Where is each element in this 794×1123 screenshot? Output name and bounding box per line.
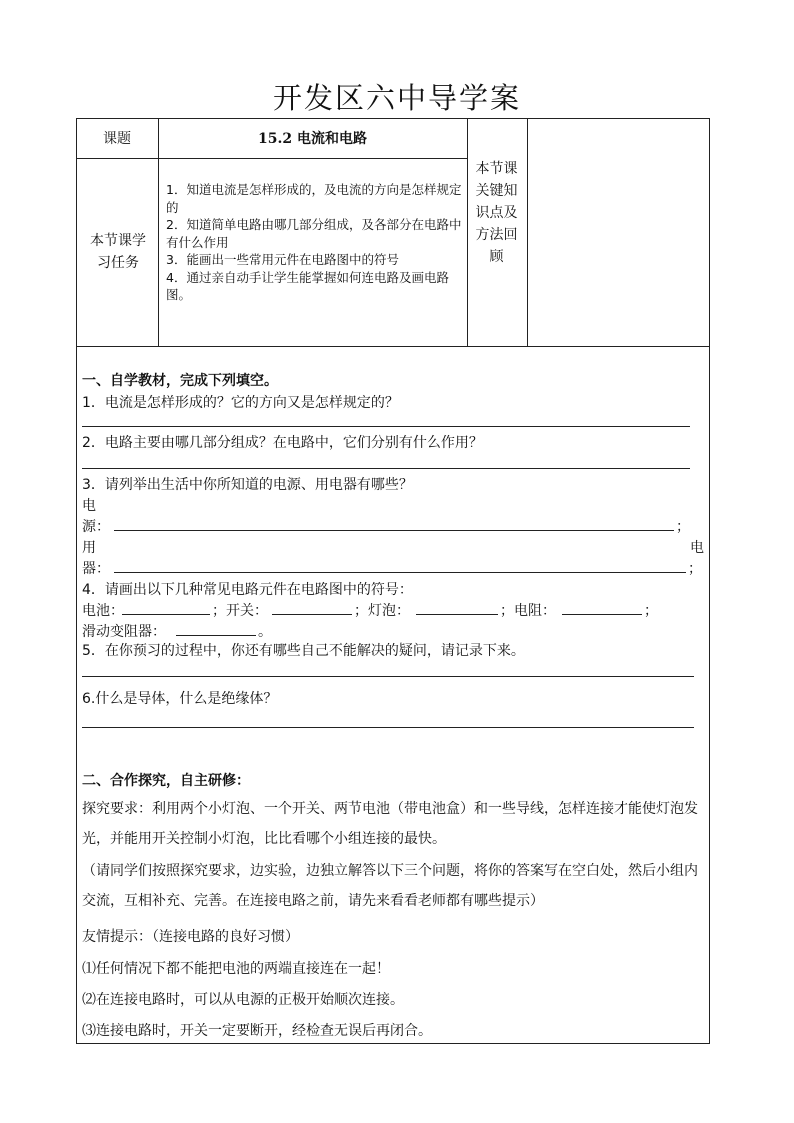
question-2: 2．电路主要由哪几部分组成？在电路中，它们分别有什么作用？ [82,435,483,451]
answer-line[interactable] [82,468,690,469]
battery-blank[interactable] [122,614,210,615]
answer-line[interactable] [82,426,690,427]
page-title: 开发区六中导学案 [272,81,521,115]
resistor-label: ；电阻： [500,603,556,619]
power-label-1: 电 [82,498,96,514]
semicolon: ； [676,519,690,535]
grid-line [467,118,468,346]
switch-label: ；开关： [212,603,268,619]
tip-item-1: ⑴任何情况下都不能把电池的两端直接连在一起！ [82,961,390,977]
period: 。 [258,624,272,640]
question-5: 5．在你预习的过程中，你还有哪些自己不能解决的疑问，请记录下来。 [82,643,525,659]
power-source-line[interactable] [114,530,674,531]
exploration-requirement: 探究要求：利用两个小灯泡、一个开关、两节电池（带电池盒）和一些导线，怎样连接才能使灯泡发光，并能用开关控制小灯泡，比比看哪个小组连接的最快。 [82,801,698,847]
tips-heading: 友情提示：（连接电路的良好习惯） [82,929,299,945]
knowledge-review-area[interactable] [528,119,709,345]
task-list [166,181,462,304]
question-3: 3．请列举出生活中你所知道的电源、用电器有哪些？ [82,477,413,493]
rheostat-label: 滑动变阻器： [82,624,166,640]
question-1: 1．电流是怎样形成的？它的方向又是怎样规定的？ [82,395,399,411]
appliance-label-1: 用 [82,540,96,556]
section2-heading: 二、合作探究，自主研修： [82,773,250,789]
resistor-blank[interactable] [562,614,642,615]
section1-heading: 一、自学教材，完成下列填空。 [82,373,278,389]
battery-label: 电池： [82,603,124,619]
bulb-blank[interactable] [416,614,498,615]
task-item: 2．知道简单电路由哪几部分组成，及各部分在电路中有什么作用 [166,217,462,250]
question-4: 4．请画出以下几种常见电路元件在电路图中的符号： [82,582,413,598]
exploration-instruction: （请同学们按照探究要求，边实验，边独立解答以下三个问题，将你的答案写在空白处，然后小组内交流，互相补充、完善。在连接电路之前，请先来看看老师都有哪些提示） [82,863,698,909]
grid-line [76,346,710,347]
semicolon: ； [644,603,658,619]
answer-line[interactable] [82,676,694,677]
topic-value: 15.2 电流和电路 [258,131,367,147]
appliance-line[interactable] [114,572,686,573]
task-label: 本节课学习任务 [90,233,146,271]
task-item: 4．通过亲自动手让学生能掌握如何连电路及画电路图。 [166,269,449,302]
semicolon: ； [688,561,702,577]
answer-line[interactable] [82,727,694,728]
question-6: 6.什么是导体，什么是绝缘体？ [82,691,278,707]
appliance-label-3: 器： [82,561,110,577]
task-item: 1．知道电流是怎样形成的，及电流的方向是怎样规定的 [166,182,462,215]
tip-item-3: ⑶连接电路时，开关一定要断开，经检查无误后再闭合。 [82,1023,432,1039]
switch-blank[interactable] [272,614,352,615]
task-item: 3．能画出一些常用元件在电路图中的符号 [166,252,399,267]
power-label-2: 源： [82,519,110,535]
topic-label: 课题 [103,131,131,147]
rheostat-blank[interactable] [176,635,256,636]
knowledge-label: 本节课关键知识点及方法回顾 [475,161,518,265]
tip-item-2: ⑵在连接电路时，可以从电源的正极开始顺次连接。 [82,992,404,1008]
appliance-label-2: 电 [690,540,704,556]
bulb-label: ；灯泡： [354,603,410,619]
